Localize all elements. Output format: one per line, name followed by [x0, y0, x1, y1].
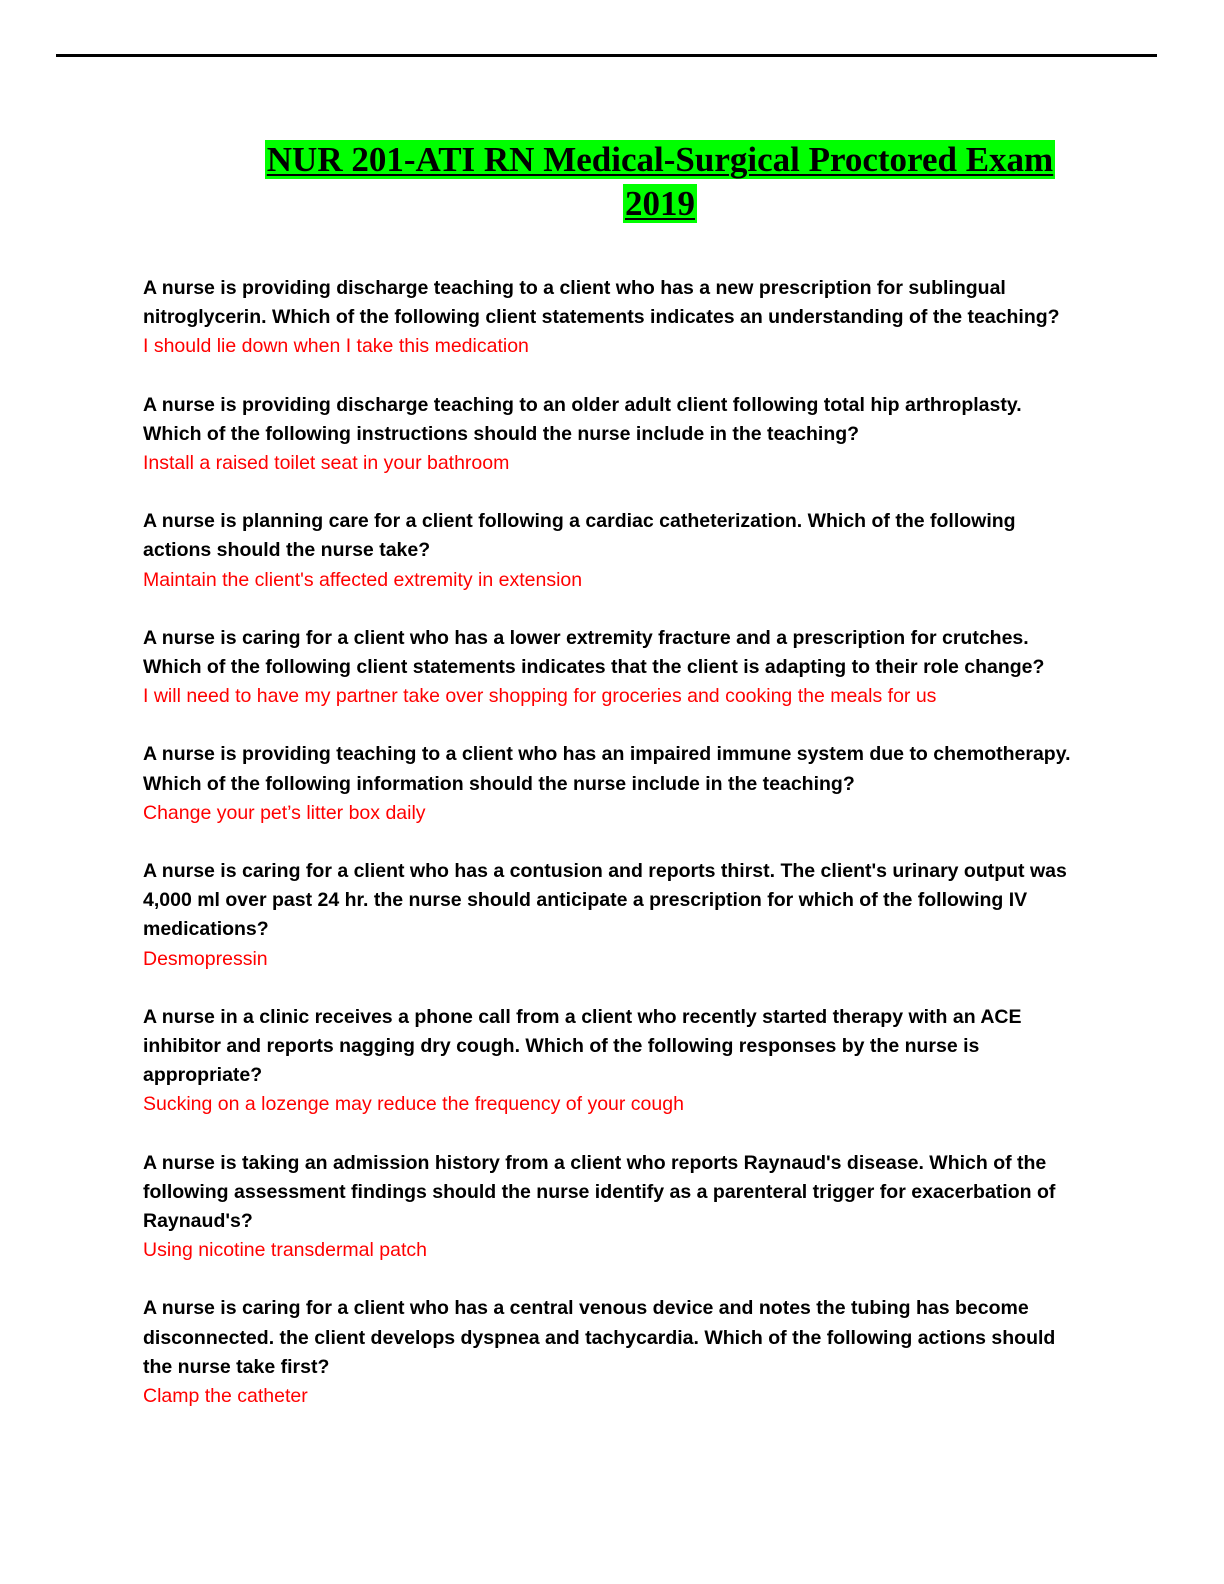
qa-item [143, 740, 1083, 828]
answer-text: Using nicotine transdermal patch [143, 1239, 427, 1262]
answer-text: I should lie down when I take this medication [143, 335, 529, 358]
answer-text: Clamp the catheter [143, 1385, 308, 1408]
answer-text: Change your pet’s litter box daily [143, 801, 426, 824]
answer-text: Install a raised toilet seat in your bathroom [143, 452, 510, 475]
question-text: A nurse in a clinic receives a phone call from a client who recently started therapy with an ACE inhibitor and reports nagging dry cough. Which of the following responses by the nurse is appropriate? [143, 1005, 1022, 1087]
answer-text: I will need to have my partner take over shopping for groceries and cooking the meals for us [143, 685, 937, 708]
question-text: A nurse is caring for a client who has a central venous device and notes the tubing has become disconnected. the client develops dyspnea and tachycardia. Which of the following actions should the nurse take first? [143, 1297, 1056, 1378]
qa-item [143, 1003, 1083, 1120]
question-answer-list [143, 274, 1083, 1440]
top-horizontal-rule [56, 54, 1157, 57]
question-text: A nurse is taking an admission history from a client who reports Raynaud's disease. Which of the following assessment findings should the nurse identify as a parenteral trigger for exacerbation of Raynaud's? [143, 1151, 1056, 1233]
title-line-2: 2019 [625, 184, 695, 223]
question-text: A nurse is caring for a client who has a contusion and reports thirst. The client's urinary output was 4,000 ml over past 24 hr. the nurse should anticipate a prescription for which of the following IV medications? [143, 860, 1067, 941]
answer-text: Sucking on a lozenge may reduce the frequency of your cough [143, 1093, 684, 1116]
question-text: A nurse is providing teaching to a client who has an impaired immune system due to chemotherapy. Which of the following information should the nurse include in the teaching? [143, 743, 1071, 795]
answer-text: Maintain the client's affected extremity in extension [143, 568, 583, 591]
question-text: A nurse is providing discharge teaching to an older adult client following total hip arthroplasty. Which of the following instructions should the nurse include in the teaching? [143, 393, 1022, 445]
title-line-1: NUR 201-ATI RN Medical-Surgical Proctored Exam [266, 140, 1054, 179]
question-text: A nurse is caring for a client who has a lower extremity fracture and a prescription for crutches. Which of the following client statements indicates that the client is adapting to their role change? [143, 626, 1045, 679]
question-text: A nurse is providing discharge teaching to a client who has a new prescription for sublingual nitroglycerin. Which of the following client statements indicates an understanding of the teaching? [143, 277, 1060, 329]
qa-item [143, 274, 1083, 362]
qa-item [143, 391, 1083, 479]
question-text: A nurse is planning care for a client following a cardiac catheterization. Which of the following actions should the nurse take? [143, 510, 1016, 562]
answer-text: Desmopressin [143, 947, 268, 970]
qa-item [143, 507, 1083, 595]
qa-item [143, 1294, 1083, 1411]
document-title [150, 138, 1170, 226]
qa-item [143, 857, 1083, 974]
qa-item [143, 624, 1083, 712]
qa-item [143, 1149, 1083, 1266]
